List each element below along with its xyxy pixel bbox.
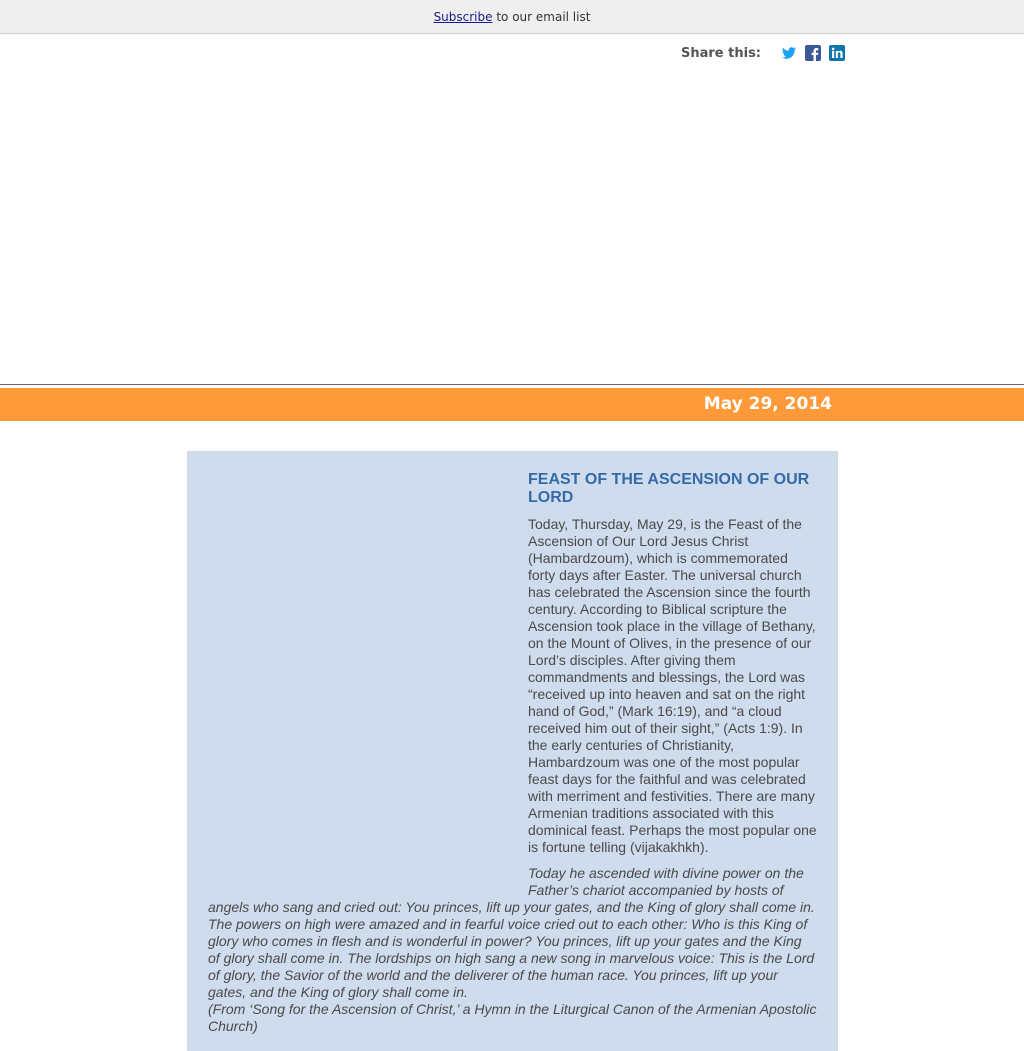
- article-body: Today, Thursday, May 29, is the Feast of the Ascension of Our Lord Jesus Christ (Hambardzoum), which is commemorated forty days after Easter. The universal church has celebrated the Ascension since the fourth century. According to Biblical scripture the Ascension took place in the village of Bethany, on the Mount of Olives, in the presence of our Lord’s disciples. After giving them commandments and blessings, the Lord was “received up into heaven and sat on the right hand of God,” (Mark 16:19), and “a cloud received him out of their sight,” (Acts 1:9). In the early centuries of Christianity, Hambardzoum was one of the most popular feast days for the faithful and was celebrated with merriment and festivities. There are many Armenian traditions associated with this dominical feast. Perhaps the most popular one is fortune telling (vijakakhkh).: [528, 516, 817, 855]
- share-bar: [681, 44, 845, 62]
- linkedin-icon[interactable]: [829, 45, 845, 61]
- facebook-icon[interactable]: [805, 45, 821, 61]
- article-quote: Today he ascended with divine power on the Father’s chariot accompanied by hosts of angels who sang and cried out: You princes, lift up your gates, and the King of glory shall come in. The powers on high were amazed and in fearful voice cried out to each other: Who is this King of glory who comes in flesh and is wonderful in power? You princes, lift up your gates and the King of glory shall come in. The lordships on high sang a new song in marvelous voice: This is the Lord of glory, the Savior of the world and the deliverer of the human race. You princes, lift up your gates, and the King of glory shall come in.: [208, 865, 815, 1000]
- subscribe-text: to our email list: [492, 10, 591, 24]
- date-banner: [0, 388, 1024, 421]
- article-title: FEAST OF THE ASCENSION OF OUR LORD: [528, 471, 810, 506]
- newsletter-date: May 29, 2014: [703, 394, 832, 414]
- article-content: [188, 451, 837, 1035]
- subscribe-link[interactable]: Subscribe: [433, 10, 493, 24]
- share-label: Share this:: [681, 45, 762, 61]
- header-divider: [0, 384, 1024, 385]
- article-panel: [187, 451, 838, 1051]
- article-attribution: (From ‘Song for the Ascension of Christ,’ a Hymn in the Liturgical Canon of the Armenian Apostolic Church): [208, 1001, 817, 1034]
- email-subscribe-bar: [0, 0, 1024, 34]
- article-image: [208, 471, 528, 891]
- twitter-icon[interactable]: [781, 45, 797, 61]
